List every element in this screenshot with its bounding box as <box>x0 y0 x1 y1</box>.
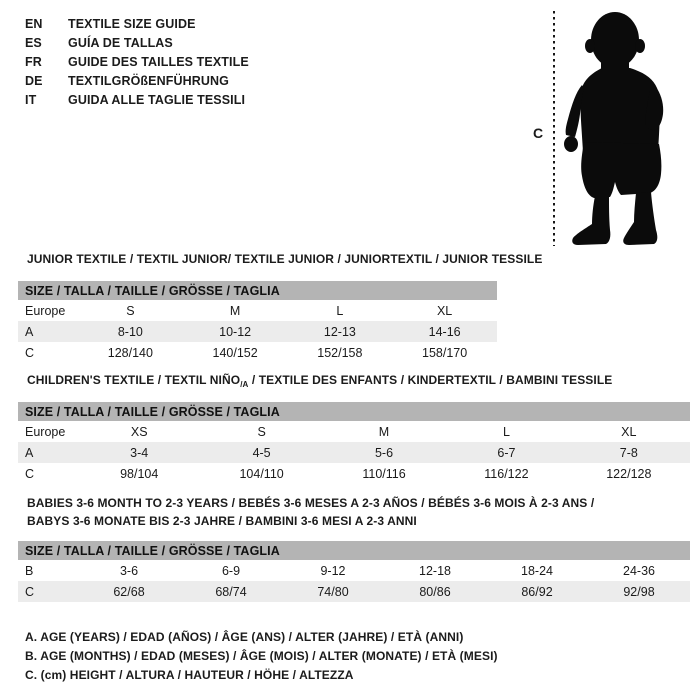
babies-title-line1: BABIES 3-6 MONTH TO 2-3 YEARS / BEBÉS 3-6 MESES A 2-3 AÑOS / BÉBÉS 3-6 MOIS À 2-3 ANS / <box>27 496 595 510</box>
size-header-row: SIZE / TALLA / TAILLE / GRÖSSE / TAGLIA <box>18 402 690 421</box>
value-cell: 24-36 <box>623 563 655 578</box>
language-list <box>25 14 249 109</box>
height-measure-dotted-line <box>553 11 555 246</box>
value-cell: 4-5 <box>252 445 271 460</box>
babies-size-table <box>18 541 690 602</box>
size-cell: XS <box>130 424 148 439</box>
table-row-height <box>18 463 690 484</box>
value-cell: 140/152 <box>212 345 258 360</box>
value-cell: 92/98 <box>623 584 655 599</box>
size-cell: S <box>257 424 266 439</box>
language-title: GUÍA DE TALLAS <box>68 35 173 50</box>
value-cell: 68/74 <box>215 584 247 599</box>
language-code: EN <box>25 16 43 31</box>
value-cell: 3-4 <box>130 445 149 460</box>
language-row-fr <box>25 52 249 71</box>
row-label: B <box>25 563 34 578</box>
footnote-age-months: B. AGE (MONTHS) / EDAD (MESES) / ÂGE (MOIS) / ALTER (MONATE) / ETÀ (MESI) <box>25 649 498 663</box>
language-title: GUIDA ALLE TAGLIE TESSILI <box>68 92 246 107</box>
value-cell: 116/122 <box>484 466 529 481</box>
language-code: FR <box>25 54 42 69</box>
size-cell: S <box>126 303 135 318</box>
size-cell: M <box>229 303 241 318</box>
language-code: ES <box>25 35 42 50</box>
row-label: C <box>25 345 35 360</box>
footnote-height-cm: C. (cm) HEIGHT / ALTURA / HAUTEUR / HÖHE / ALTEZZA <box>25 668 354 682</box>
table-row-height <box>18 581 690 602</box>
value-cell: 122/128 <box>606 466 652 481</box>
language-row-en <box>25 14 249 33</box>
value-cell: 10-12 <box>219 324 252 339</box>
value-cell: 98/104 <box>120 466 159 481</box>
table-row-age <box>18 442 690 463</box>
language-row-it <box>25 90 249 109</box>
toddler-silhouette-icon <box>558 4 698 249</box>
size-cell: XL <box>436 303 453 318</box>
language-code: DE <box>25 73 43 88</box>
value-cell: 9-12 <box>320 563 346 578</box>
table-row-europe <box>18 421 690 442</box>
children-section-title <box>27 373 612 389</box>
row-label: A <box>25 324 34 339</box>
table-row-age <box>18 321 497 342</box>
value-cell: 110/116 <box>362 466 406 481</box>
title-subscript: /A <box>240 380 249 389</box>
value-cell: 80/86 <box>419 584 451 599</box>
language-title: TEXTILGRÖßENFÜHRUNG <box>68 73 229 88</box>
table-row-months <box>18 560 690 581</box>
row-label: Europe <box>25 424 66 439</box>
language-row-de <box>25 71 249 90</box>
value-cell: 12-18 <box>419 563 451 578</box>
language-title: TEXTILE SIZE GUIDE <box>68 16 196 31</box>
footnote-age-years: A. AGE (YEARS) / EDAD (AÑOS) / ÂGE (ANS) / ALTER (JAHRE) / ETÀ (ANNI) <box>25 630 464 644</box>
junior-size-table <box>18 281 497 363</box>
table-row-height <box>18 342 497 363</box>
value-cell: 6-9 <box>221 563 241 578</box>
babies-section-title <box>27 494 594 530</box>
value-cell: 3-6 <box>119 563 139 578</box>
title-text: / TEXTILE DES ENFANTS / KINDERTEXTIL / BAMBINI TESSILE <box>248 373 613 387</box>
value-cell: 12-13 <box>323 324 356 339</box>
junior-section-title: JUNIOR TEXTILE / TEXTIL JUNIOR/ TEXTILE JUNIOR / JUNIORTEXTIL / JUNIOR TESSILE <box>27 252 543 266</box>
value-cell: 104/110 <box>239 466 284 481</box>
value-cell: 7-8 <box>619 445 638 460</box>
value-cell: 158/170 <box>422 345 468 360</box>
title-text: CHILDREN'S TEXTILE / TEXTIL NIÑO <box>27 373 241 387</box>
size-cell: M <box>378 424 390 439</box>
babies-title-line2: BABYS 3-6 MONATE BIS 2-3 JAHRE / BAMBINI 3-6 MESI A 2-3 ANNI <box>27 514 417 528</box>
size-header-row: SIZE / TALLA / TAILLE / GRÖSSE / TAGLIA <box>18 541 690 560</box>
value-cell: 6-7 <box>497 445 516 460</box>
language-title: GUIDE DES TAILLES TEXTILE <box>68 54 249 69</box>
value-cell: 5-6 <box>374 445 394 460</box>
children-size-table <box>18 402 690 484</box>
row-label: C <box>25 466 35 481</box>
size-cell: XL <box>621 424 637 439</box>
value-cell: 62/68 <box>113 584 145 599</box>
row-label: C <box>25 584 35 599</box>
value-cell: 86/92 <box>521 584 553 599</box>
value-cell: 128/140 <box>107 345 153 360</box>
value-cell: 14-16 <box>428 324 461 339</box>
height-measure-label: C <box>533 125 544 141</box>
value-cell: 152/158 <box>317 345 363 360</box>
size-cell: L <box>502 424 510 439</box>
language-row-es <box>25 33 249 52</box>
value-cell: 18-24 <box>521 563 553 578</box>
row-label: A <box>25 445 34 460</box>
value-cell: 74/80 <box>317 584 349 599</box>
table-row-europe <box>18 300 497 321</box>
legend-footnotes <box>25 628 498 685</box>
row-label: Europe <box>25 303 66 318</box>
value-cell: 8-10 <box>117 324 143 339</box>
language-code: IT <box>25 92 37 107</box>
size-cell: L <box>336 303 344 318</box>
size-header-row: SIZE / TALLA / TAILLE / GRÖSSE / TAGLIA <box>18 281 497 300</box>
